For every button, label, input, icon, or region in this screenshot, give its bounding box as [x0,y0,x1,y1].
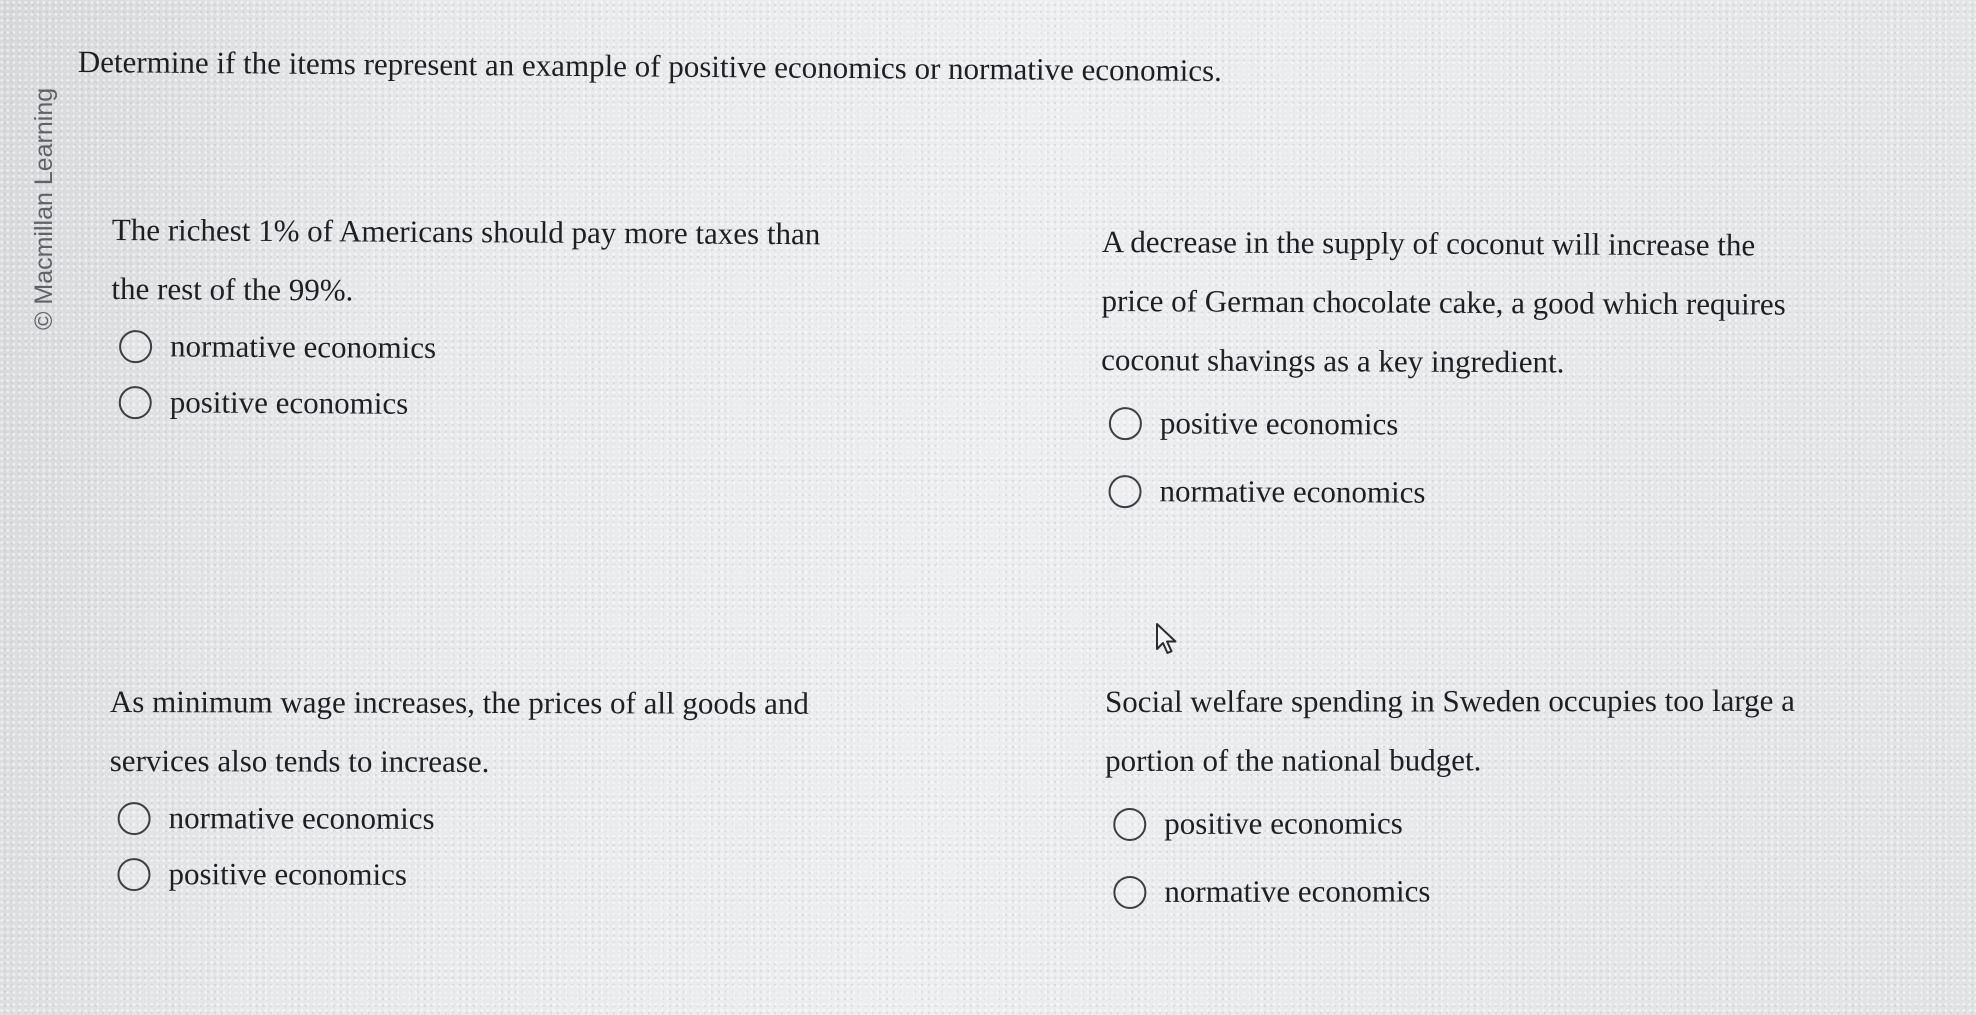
watermark-text: © Macmillan Learning [30,87,58,330]
radio-button-icon[interactable] [1108,475,1141,508]
option-positive-economics[interactable] [119,374,991,435]
stem-line: services also tends to increase. [109,742,490,779]
instruction-text: Determine if the items represent an example of positive economics or normative economics. [77,44,1223,88]
mouse-pointer-icon [1155,622,1181,656]
radio-button-icon[interactable] [117,858,150,891]
radio-button-icon[interactable] [119,386,152,419]
option-positive-economics[interactable] [117,846,989,904]
radio-button-icon[interactable] [118,802,151,835]
question-richest-taxes [111,200,992,435]
stem-line: the rest of the 99%. [111,270,354,308]
option-normative-economics[interactable] [118,790,990,848]
stem-line: As minimum wage increases, the prices of all goods and [109,683,810,721]
question-stem [1105,670,1965,790]
option-positive-economics[interactable] [1113,788,1965,857]
stem-line: A decrease in the supply of coconut will increase the [1101,223,1756,263]
question-stem [110,672,990,792]
question-stem [1101,212,1902,393]
option-label: normative economics [1159,473,1426,510]
option-normative-economics[interactable] [1113,856,1965,925]
option-positive-economics[interactable] [1109,389,1901,461]
question-minimum-wage [109,672,990,904]
stem-line: portion of the national budget. [1105,742,1482,778]
stem-line: price of German chocolate cake, a good which requires [1101,282,1786,322]
option-label: normative economics [170,328,437,365]
option-normative-economics[interactable] [119,318,991,379]
option-label: normative economics [168,800,435,836]
radio-button-icon[interactable] [1109,407,1142,440]
option-label: positive economics [1159,405,1399,442]
option-label: positive economics [169,384,409,421]
stem-line: coconut shavings as a key ingredient. [1101,341,1565,380]
radio-button-icon[interactable] [1113,875,1146,908]
option-label: positive economics [1164,805,1403,841]
copyright-watermark [24,40,64,330]
radio-button-icon[interactable] [119,330,152,363]
radio-button-icon[interactable] [1113,807,1146,840]
question-stem [111,200,992,323]
question-sweden-welfare [1105,670,1965,926]
option-label: normative economics [1164,873,1431,909]
option-normative-economics[interactable] [1108,457,1900,529]
question-coconut-supply [1100,212,1902,529]
option-label: positive economics [168,856,408,892]
stem-line: The richest 1% of Americans should pay more taxes than [111,211,821,252]
stem-line: Social welfare spending in Sweden occupies too large a [1105,682,1795,719]
